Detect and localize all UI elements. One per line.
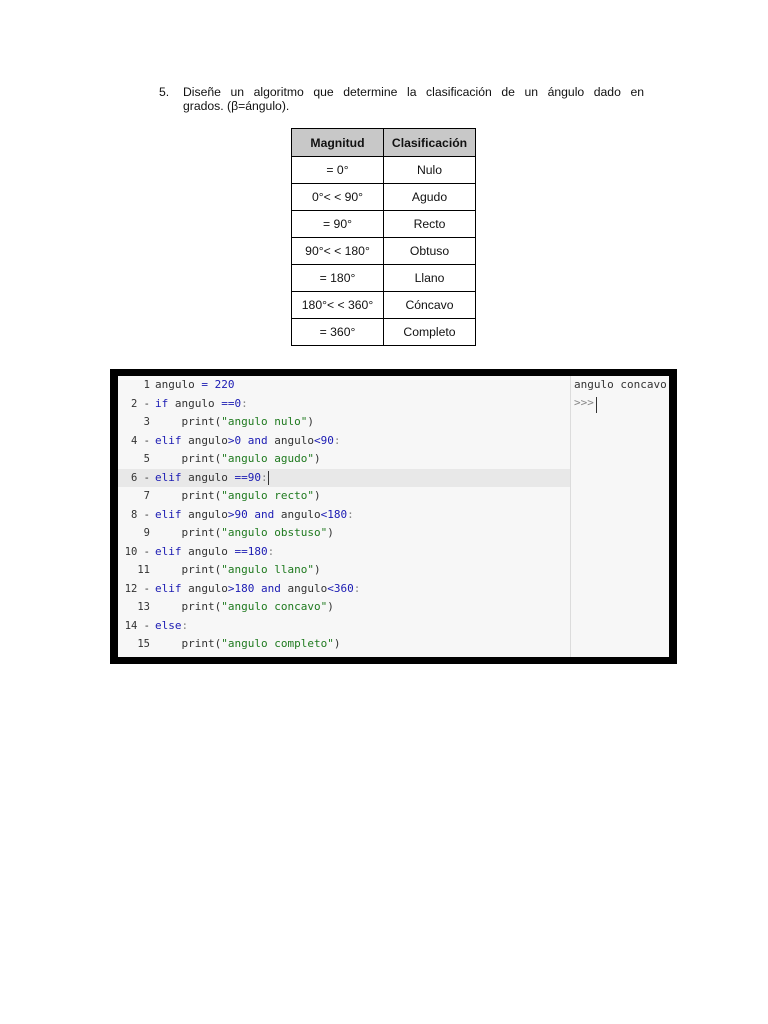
code-editor [118,376,669,657]
header-magnitud: Magnitud [292,129,384,157]
code-token: elif [155,470,182,484]
line-number: 15 [137,638,150,650]
code-token: > [227,433,235,447]
code-token: : [333,433,341,447]
code-token: < [320,507,328,521]
code-token [241,434,248,447]
code-line[interactable] [118,543,570,562]
code-token: > [227,507,235,521]
code-token: < [313,433,321,447]
code-token: print( [155,415,222,428]
classification-table [291,128,476,346]
code-text [155,580,360,599]
code-text [155,598,334,617]
code-token: = [201,378,208,391]
code-line[interactable] [118,413,570,432]
code-token: "angulo completo" [221,637,334,650]
console-prompt: >>> [574,396,594,409]
line-number: 3 [143,416,150,428]
table-row [292,292,476,319]
code-text [155,524,334,543]
console-pane[interactable] [571,376,669,657]
table-row [292,184,476,211]
code-token: else [155,618,182,632]
code-line[interactable] [118,506,570,525]
code-token: : [241,396,248,410]
code-token: "angulo agudo" [221,452,314,465]
code-token: angulo [155,378,202,391]
code-token: ) [313,563,321,576]
line-number: 14 - [124,619,150,632]
code-token: == [221,396,235,410]
code-token: angulo [274,507,321,521]
code-token: angulo [168,396,222,410]
table-row [292,265,476,292]
code-token: angulo [181,581,228,595]
line-number: 1 [143,379,150,391]
table-row [292,211,476,238]
code-token: elif [155,433,182,447]
clasificacion-cell: Agudo [384,184,476,211]
table-row [292,238,476,265]
code-line[interactable] [118,432,570,451]
line-number: 5 [143,453,150,465]
code-token: : [181,618,189,632]
code-token: print( [155,526,222,539]
code-token: 90 [320,433,334,447]
code-text [155,506,354,525]
code-line[interactable] [118,580,570,599]
code-token: 0 [234,396,242,410]
code-token: print( [155,600,222,613]
code-token: elif [155,581,182,595]
code-token: angulo [181,470,235,484]
magnitud-cell: = 180° [292,265,384,292]
code-text [155,617,188,636]
code-token: ) [327,600,334,613]
code-token: print( [155,489,222,502]
text-cursor [268,471,269,485]
clasificacion-cell: Nulo [384,157,476,184]
code-line[interactable] [118,376,570,395]
line-number: 2 - [131,397,150,410]
code-token: elif [155,544,182,558]
magnitud-cell: 90°< < 180° [292,238,384,265]
code-token [254,582,261,595]
code-text [155,413,314,432]
code-token: print( [155,563,222,576]
code-text [155,469,269,488]
code-token: print( [155,637,222,650]
header-clasificacion: Clasificación [384,129,476,157]
code-text [155,395,248,414]
code-token: : [347,507,354,521]
code-token: angulo [181,433,228,447]
code-token: 0 [234,433,242,447]
code-token: and [247,433,268,447]
code-token: ) [333,637,341,650]
code-line[interactable] [118,450,570,469]
code-text [155,487,321,506]
code-line[interactable] [118,561,570,580]
clasificacion-cell: Llano [384,265,476,292]
code-token: 180 [247,544,268,558]
code-token: 90 [234,507,248,521]
code-token: : [267,544,275,558]
code-token: 180 [234,581,255,595]
line-number: 8 - [131,508,150,521]
clasificacion-cell: Recto [384,211,476,238]
clasificacion-cell: Obtuso [384,238,476,265]
code-token: ) [307,415,314,428]
clasificacion-cell: Cóncavo [384,292,476,319]
line-number: 7 [143,490,150,502]
question-number: 5. [159,85,170,99]
table-row [292,319,476,346]
code-token: "angulo recto" [221,489,314,502]
code-line[interactable] [118,524,570,543]
code-token: 360 [333,581,354,595]
line-number: 4 - [131,434,150,447]
code-token: == [234,470,248,484]
table-row [292,157,476,184]
line-number: 12 - [124,582,150,595]
code-token: ) [327,526,334,539]
line-number: 10 - [124,545,150,558]
clasificacion-cell: Completo [384,319,476,346]
code-line[interactable] [118,617,570,636]
code-token: print( [155,452,222,465]
magnitud-cell: 0°< < 90° [292,184,384,211]
code-token: and [254,507,275,521]
line-number: 13 [137,601,150,613]
code-token: ) [313,489,321,502]
code-token: if [155,396,169,410]
magnitud-cell: = 360° [292,319,384,346]
code-token: "angulo obstuso" [221,526,328,539]
code-token: 180 [327,507,348,521]
code-token: angulo [280,581,328,595]
code-line[interactable] [118,598,570,617]
code-token: 220 [214,378,235,391]
code-editor-screenshot [110,369,677,664]
code-text [155,376,234,395]
code-token: 90 [247,470,261,484]
code-token: "angulo concavo" [221,600,328,613]
code-text [155,561,321,580]
code-line[interactable] [118,395,570,414]
magnitud-cell: = 90° [292,211,384,238]
line-number: 9 [143,527,150,539]
code-token: ) [313,452,321,465]
code-token [208,378,215,391]
code-text [155,635,340,654]
console-cursor [596,397,597,413]
code-token: elif [155,507,182,521]
code-line[interactable] [118,469,570,488]
code-text [155,450,321,469]
code-token: == [234,544,248,558]
code-token: > [227,581,235,595]
question-text [183,85,644,113]
question-line-1: Diseñe un algoritmo que determine la clasificación de un ángulo dado en [183,85,644,99]
table-header-row [292,129,476,157]
code-line[interactable] [118,635,570,654]
code-token: : [260,470,268,484]
magnitud-cell: 180°< < 360° [292,292,384,319]
line-number: 11 [137,564,150,576]
code-line[interactable] [118,487,570,506]
code-token: "angulo nulo" [221,415,308,428]
code-pane[interactable] [118,376,571,657]
code-token: angulo [181,507,228,521]
code-token: < [327,581,334,595]
code-token: angulo [267,433,314,447]
code-token: "angulo llano" [221,563,314,576]
code-text [155,543,274,562]
code-text [155,432,340,451]
question-line-2: grados. (β=ángulo). [183,99,290,113]
console-output: angulo concavo [574,378,667,391]
magnitud-cell: = 0° [292,157,384,184]
code-token: : [353,581,361,595]
code-token: and [260,581,281,595]
line-number: 6 - [131,471,150,484]
code-token: angulo [181,544,235,558]
